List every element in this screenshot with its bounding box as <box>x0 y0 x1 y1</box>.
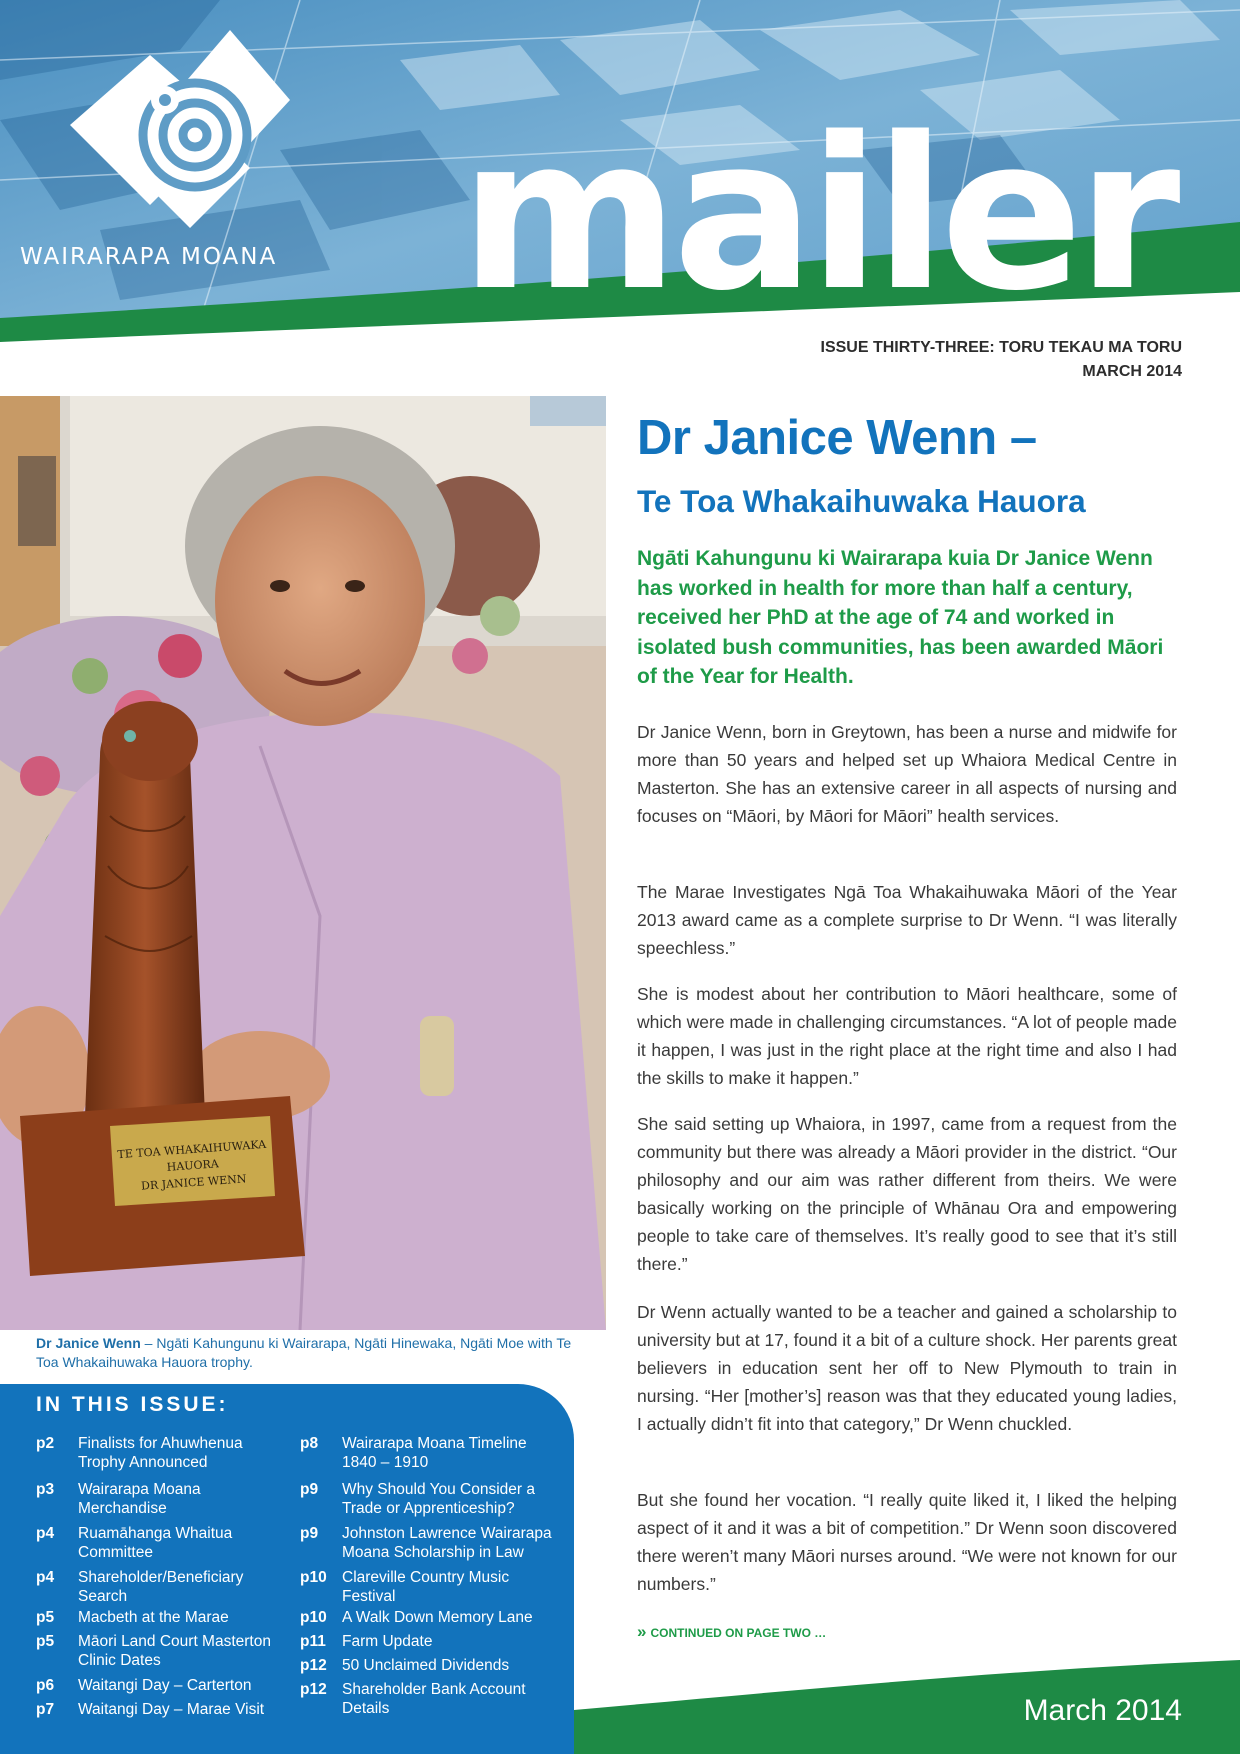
in-this-issue-heading: IN THIS ISSUE: <box>36 1393 229 1416</box>
photo-caption <box>36 1334 576 1372</box>
article-title: Dr Janice Wenn – <box>637 411 1037 465</box>
plaque-line-3: DR JANICE WENN <box>140 1172 247 1193</box>
toc-title: Johnston Lawrence Wairarapa Moana Scholarship in Law <box>342 1525 552 1561</box>
article-paragraph: She said setting up Whaiora, in 1997, came from a request from the community but there was already a Māori provider in the district. “Our philosophy and our aim was rather different from theirs. We were basically working on the principle of Whānau Ora and empowering people to take care of themselves. It’s really good to see that it’s still there.” <box>637 1114 1177 1274</box>
issue-info <box>821 336 1183 384</box>
toc-page: p5 <box>36 1633 55 1650</box>
trophy-plaque <box>110 1116 275 1206</box>
photo-janice-wenn-with-trophy <box>0 396 606 1330</box>
toc-page: p9 <box>300 1525 319 1542</box>
toc-title: 50 Unclaimed Dividends <box>342 1657 510 1674</box>
article-paragraph: The Marae Investigates Ngā Toa Whakaihuwaka Māori of the Year 2013 award came as a complete surprise to Dr Wenn. “I was literally speechless.” <box>637 882 1177 958</box>
toc-page: p4 <box>36 1569 55 1586</box>
toc-page: p6 <box>36 1677 55 1694</box>
toc-page: p12 <box>300 1657 327 1674</box>
plaque-line-2: HAUORA <box>166 1157 220 1174</box>
toc-title: Macbeth at the Marae <box>78 1609 229 1626</box>
toc-page: p4 <box>36 1525 55 1542</box>
toc-page: p2 <box>36 1435 55 1452</box>
toc-title: Farm Update <box>342 1633 433 1650</box>
continued-link[interactable] <box>637 1622 826 1642</box>
toc-page: p10 <box>300 1609 327 1626</box>
toc-title: Wairarapa Moana Timeline 1840 – 1910 <box>342 1435 527 1471</box>
toc-title: Shareholder Bank Account Details <box>342 1681 526 1717</box>
article-paragraph: Dr Janice Wenn, born in Greytown, has been a nurse and midwife for more than 50 years and helped set up Whaiora Medical Centre in Masterton. She has an extensive career in all aspects of nursing and focuses on “Māori, by Māori for Māori” health services. <box>637 722 1177 826</box>
article-paragraph: She is modest about her contribution to Māori healthcare, some of which were made in challenging circumstances. “A lot of people made it happen, I was just in the right place at the right time and also I had the skills to make it happen.” <box>637 984 1177 1088</box>
plaque-line-1: TE TOA WHAKAIHUWAKA <box>117 1137 267 1162</box>
cover-photo <box>0 396 606 1330</box>
article-paragraph: Dr Wenn actually wanted to be a teacher and gained a scholarship to university but at 17, found it a bit of a culture shock. Her parents great believers in education sent her off to New Plymouth to train in nursing. “Her [mother’s] reason was that they educated young ladies, I actually didn’t fit into that category,” Dr Wenn chuckled. <box>637 1302 1177 1434</box>
toc-title: Wairarapa Moana Merchandise <box>78 1481 201 1517</box>
toc-title: Māori Land Court Masterton Clinic Dates <box>78 1633 271 1669</box>
issue-number: ISSUE THIRTY-THREE: TORU TEKAU MA TORU <box>820 339 1182 356</box>
masthead-title: mailer <box>460 92 1175 337</box>
toc-page: p5 <box>36 1609 55 1626</box>
toc-title: Clareville Country Music Festival <box>342 1569 510 1605</box>
toc-page: p9 <box>300 1481 319 1498</box>
logo-text: WAIRARAPA MOANA <box>20 244 278 270</box>
toc-title: Why Should You Consider a Trade or Apprenticeship? <box>342 1481 536 1517</box>
toc-title: A Walk Down Memory Lane <box>342 1609 533 1626</box>
toc-title: Shareholder/Beneficiary Search <box>78 1569 244 1605</box>
toc-page: p7 <box>36 1701 55 1718</box>
toc-page: p8 <box>300 1435 319 1452</box>
toc-page: p10 <box>300 1569 327 1586</box>
article-lead: Ngāti Kahungunu ki Wairarapa kuia Dr Janice Wenn has worked in health for more than half a century, received her PhD at the age of 74 and worked in isolated bush communities, has been awarded Māori of the Year for Health. <box>637 547 1164 688</box>
caption-text: – Ngāti Kahungunu ki Wairarapa, Ngāti Hinewaka, Ngāti Moe with Te Toa Whakaihuwaka Hauora trophy. <box>36 1335 572 1370</box>
caption-name: Dr Janice Wenn <box>36 1335 141 1351</box>
toc-page: p3 <box>36 1481 55 1498</box>
toc-title: Ruamāhanga Whaitua Committee <box>78 1525 233 1561</box>
article-paragraph: But she found her vocation. “I really quite liked it, I liked the helping aspect of it and it was a bit of competition.” Dr Wenn soon discovered there weren’t many Māori nurses around. “We were not known for our numbers.” <box>637 1490 1177 1594</box>
footer-date: March 2014 <box>1023 1694 1182 1727</box>
toc-title: Finalists for Ahuwhenua Trophy Announced <box>78 1435 243 1471</box>
toc-title: Waitangi Day – Carterton <box>78 1677 252 1694</box>
toc-title: Waitangi Day – Marae Visit <box>78 1701 265 1718</box>
toc-page: p11 <box>300 1633 326 1650</box>
article-subtitle: Te Toa Whakaihuwaka Hauora <box>637 483 1086 519</box>
continued-label: CONTINUED ON PAGE TWO … <box>650 1626 827 1640</box>
issue-date: MARCH 2014 <box>1082 363 1182 380</box>
double-chevron-icon: » <box>637 1622 647 1641</box>
toc-page: p12 <box>300 1681 327 1698</box>
